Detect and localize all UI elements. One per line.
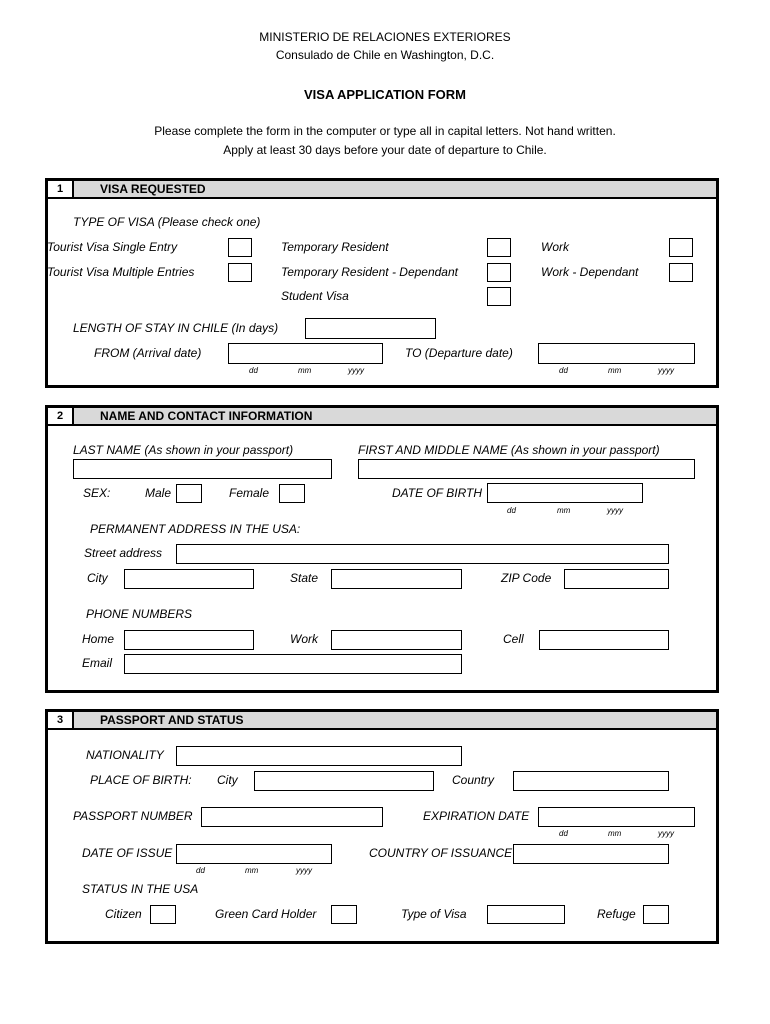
departure-date-input[interactable] xyxy=(538,343,695,364)
last-name-label: LAST NAME (As shown in your passport) xyxy=(73,443,294,457)
city-label: City xyxy=(87,571,108,585)
section-number: 2 xyxy=(48,408,74,424)
date-hint-mm: mm xyxy=(557,506,571,515)
section-header xyxy=(48,181,716,199)
green-card-checkbox[interactable] xyxy=(331,905,357,924)
tourist-multiple-checkbox[interactable] xyxy=(228,263,252,282)
type-of-visa-label: Type of Visa xyxy=(401,907,467,921)
length-of-stay-input[interactable] xyxy=(305,318,436,339)
female-label: Female xyxy=(229,486,270,500)
nationality-label: NATIONALITY xyxy=(86,748,164,762)
date-of-issue-input[interactable] xyxy=(176,844,332,864)
nationality-input[interactable] xyxy=(176,746,462,766)
tourist-single-checkbox[interactable] xyxy=(228,238,252,257)
section-title: VISA REQUESTED xyxy=(100,182,206,196)
zip-code-label: ZIP Code xyxy=(501,571,552,585)
country-of-issuance-input[interactable] xyxy=(513,844,669,864)
male-checkbox[interactable] xyxy=(176,484,202,503)
date-hint-dd: dd xyxy=(507,506,516,515)
birth-city-label: City xyxy=(217,773,238,787)
expiration-date-input[interactable] xyxy=(538,807,695,827)
passport-number-label: PASSPORT NUMBER xyxy=(73,809,193,823)
date-hint-yyyy: yyyy xyxy=(296,866,312,875)
permanent-address-label: PERMANENT ADDRESS IN THE USA: xyxy=(90,522,301,536)
date-hint-dd: dd xyxy=(249,366,258,375)
home-phone-input[interactable] xyxy=(124,630,254,650)
date-hint-yyyy: yyyy xyxy=(348,366,364,375)
temp-resident-checkbox[interactable] xyxy=(487,238,511,257)
state-label: State xyxy=(290,571,319,585)
work-dependant-label: Work - Dependant xyxy=(541,265,639,279)
male-label: Male xyxy=(145,486,172,500)
date-hint-mm: mm xyxy=(298,366,312,375)
expiration-date-label: EXPIRATION DATE xyxy=(423,809,530,823)
departure-date-label: TO (Departure date) xyxy=(405,346,513,360)
sex-label: SEX: xyxy=(83,486,111,500)
refuge-label: Refuge xyxy=(597,907,636,921)
date-hint-yyyy: yyyy xyxy=(658,829,674,838)
refuge-checkbox[interactable] xyxy=(643,905,669,924)
section-header xyxy=(48,712,716,730)
birth-country-input[interactable] xyxy=(513,771,669,791)
length-of-stay-label: LENGTH OF STAY IN CHILE (In days) xyxy=(73,321,279,335)
section-title: PASSPORT AND STATUS xyxy=(100,713,244,727)
form-title: VISA APPLICATION FORM xyxy=(303,87,467,102)
section-title: NAME AND CONTACT INFORMATION xyxy=(100,409,313,423)
date-hint-yyyy: yyyy xyxy=(658,366,674,375)
work-visa-label: Work xyxy=(541,240,569,254)
date-hint-mm: mm xyxy=(245,866,259,875)
date-hint-dd: dd xyxy=(559,366,568,375)
street-address-input[interactable] xyxy=(176,544,669,564)
tourist-single-label: Tourist Visa Single Entry xyxy=(47,240,178,254)
visa-type-label: TYPE OF VISA (Please check one) xyxy=(73,215,261,229)
email-label: Email xyxy=(82,656,113,670)
date-hint-yyyy: yyyy xyxy=(607,506,623,515)
date-hint-dd: dd xyxy=(196,866,205,875)
ministry-name: MINISTERIO DE RELACIONES EXTERIORES xyxy=(259,30,511,44)
work-phone-input[interactable] xyxy=(331,630,462,650)
section-header xyxy=(48,408,716,426)
date-hint-mm: mm xyxy=(608,366,622,375)
temp-resident-label: Temporary Resident xyxy=(281,240,389,254)
first-name-input[interactable] xyxy=(358,459,695,479)
passport-number-input[interactable] xyxy=(201,807,383,827)
cell-phone-label: Cell xyxy=(503,632,524,646)
student-visa-checkbox[interactable] xyxy=(487,287,511,306)
birth-country-label: Country xyxy=(452,773,495,787)
date-of-birth-input[interactable] xyxy=(487,483,643,503)
city-input[interactable] xyxy=(124,569,254,589)
state-input[interactable] xyxy=(331,569,462,589)
work-phone-label: Work xyxy=(290,632,318,646)
work-dependant-checkbox[interactable] xyxy=(669,263,693,282)
status-in-usa-label: STATUS IN THE USA xyxy=(82,882,199,896)
temp-resident-dependant-label: Temporary Resident - Dependant xyxy=(281,265,458,279)
birth-city-input[interactable] xyxy=(254,771,434,791)
citizen-checkbox[interactable] xyxy=(150,905,176,924)
arrival-date-label: FROM (Arrival date) xyxy=(94,346,202,360)
work-visa-checkbox[interactable] xyxy=(669,238,693,257)
section-number: 1 xyxy=(48,181,74,197)
citizen-label: Citizen xyxy=(105,907,142,921)
email-input[interactable] xyxy=(124,654,462,674)
first-name-label: FIRST AND MIDDLE NAME (As shown in your passport) xyxy=(358,443,660,457)
green-card-label: Green Card Holder xyxy=(215,907,317,921)
phone-numbers-label: PHONE NUMBERS xyxy=(86,607,193,621)
cell-phone-input[interactable] xyxy=(539,630,669,650)
street-address-label: Street address xyxy=(84,546,163,560)
temp-resident-dependant-checkbox[interactable] xyxy=(487,263,511,282)
home-phone-label: Home xyxy=(82,632,115,646)
date-of-birth-label: DATE OF BIRTH xyxy=(392,486,483,500)
tourist-multiple-label: Tourist Visa Multiple Entries xyxy=(47,265,195,279)
date-hint-dd: dd xyxy=(559,829,568,838)
instructions-line-2: Apply at least 30 days before your date of departure to Chile. xyxy=(223,143,547,157)
type-of-visa-input[interactable] xyxy=(487,905,565,924)
consulate-name: Consulado de Chile en Washington, D.C. xyxy=(275,48,495,62)
arrival-date-input[interactable] xyxy=(228,343,383,364)
section-number: 3 xyxy=(48,712,74,728)
female-checkbox[interactable] xyxy=(279,484,305,503)
student-visa-label: Student Visa xyxy=(281,289,349,303)
instructions-line-1: Please complete the form in the computer or type all in capital letters. Not hand written. xyxy=(154,124,616,138)
last-name-input[interactable] xyxy=(73,459,332,479)
country-of-issuance-label: COUNTRY OF ISSUANCE xyxy=(369,846,513,860)
place-of-birth-label: PLACE OF BIRTH: xyxy=(90,773,192,787)
date-of-issue-label: DATE OF ISSUE xyxy=(82,846,173,860)
date-hint-mm: mm xyxy=(608,829,622,838)
zip-code-input[interactable] xyxy=(564,569,669,589)
